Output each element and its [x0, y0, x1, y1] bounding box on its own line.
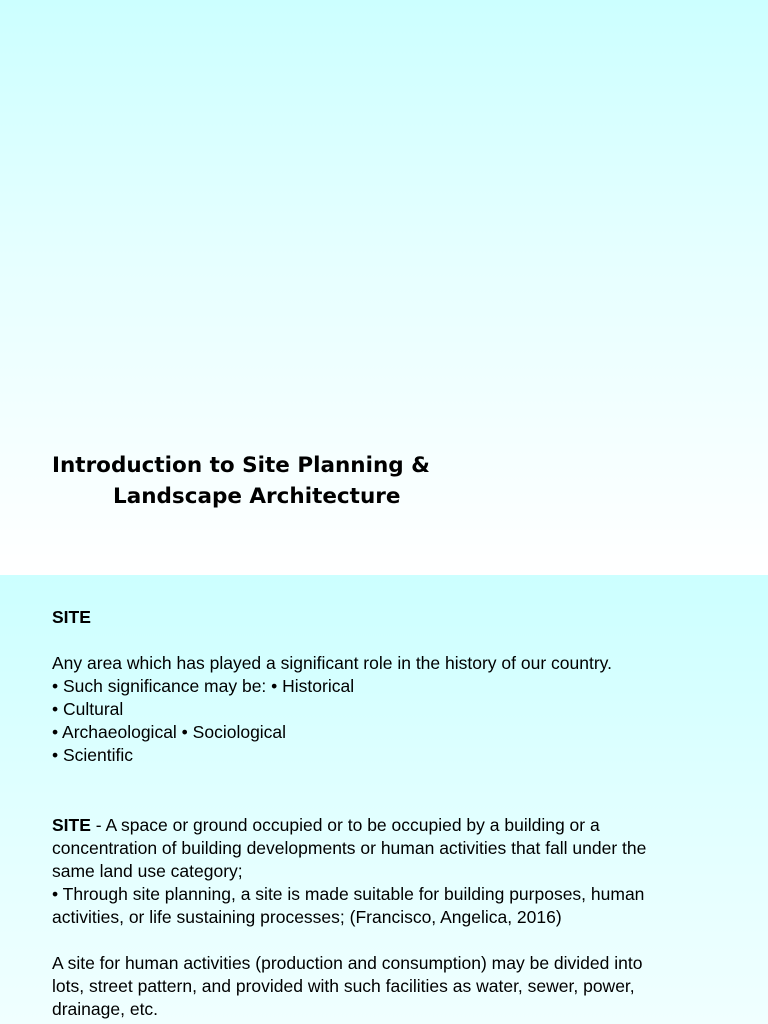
- text-line: Any area which has played a significant role in the history of our country.: [52, 653, 612, 673]
- text-line: drainage, etc.: [52, 999, 159, 1019]
- text-line: concentration of building developments or human activities that fall under the: [52, 838, 647, 858]
- list-item: • Such significance may be: • Historical: [52, 676, 355, 696]
- definition-first-line: [52, 814, 732, 837]
- significance-paragraph: [52, 652, 732, 767]
- human-activities-paragraph: [52, 952, 732, 1021]
- definition-text: - A space or ground occupied or to be occupied by a building or a: [90, 815, 600, 835]
- text-line: activities, or life sustaining processes; (Francisco, Angelica, 2016): [52, 907, 562, 927]
- list-item: • Archaeological • Sociological: [52, 722, 287, 742]
- list-item: • Through site planning, a site is made suitable for building purposes, human: [52, 884, 645, 904]
- title-line-1: Introduction to Site Planning &: [52, 453, 430, 478]
- title-line-2: Landscape Architecture: [113, 484, 401, 509]
- text-line: lots, street pattern, and provided with such facilities as water, sewer, power,: [52, 976, 635, 996]
- slide-title: [52, 450, 552, 512]
- definition-paragraph: [52, 814, 732, 929]
- definition-term: SITE: [52, 815, 91, 835]
- section-heading: SITE: [52, 607, 91, 627]
- list-item: • Scientific: [52, 745, 134, 765]
- list-item: • Cultural: [52, 699, 124, 719]
- text-line: A site for human activities (production and consumption) may be divided into: [52, 953, 643, 973]
- text-line: same land use category;: [52, 861, 243, 881]
